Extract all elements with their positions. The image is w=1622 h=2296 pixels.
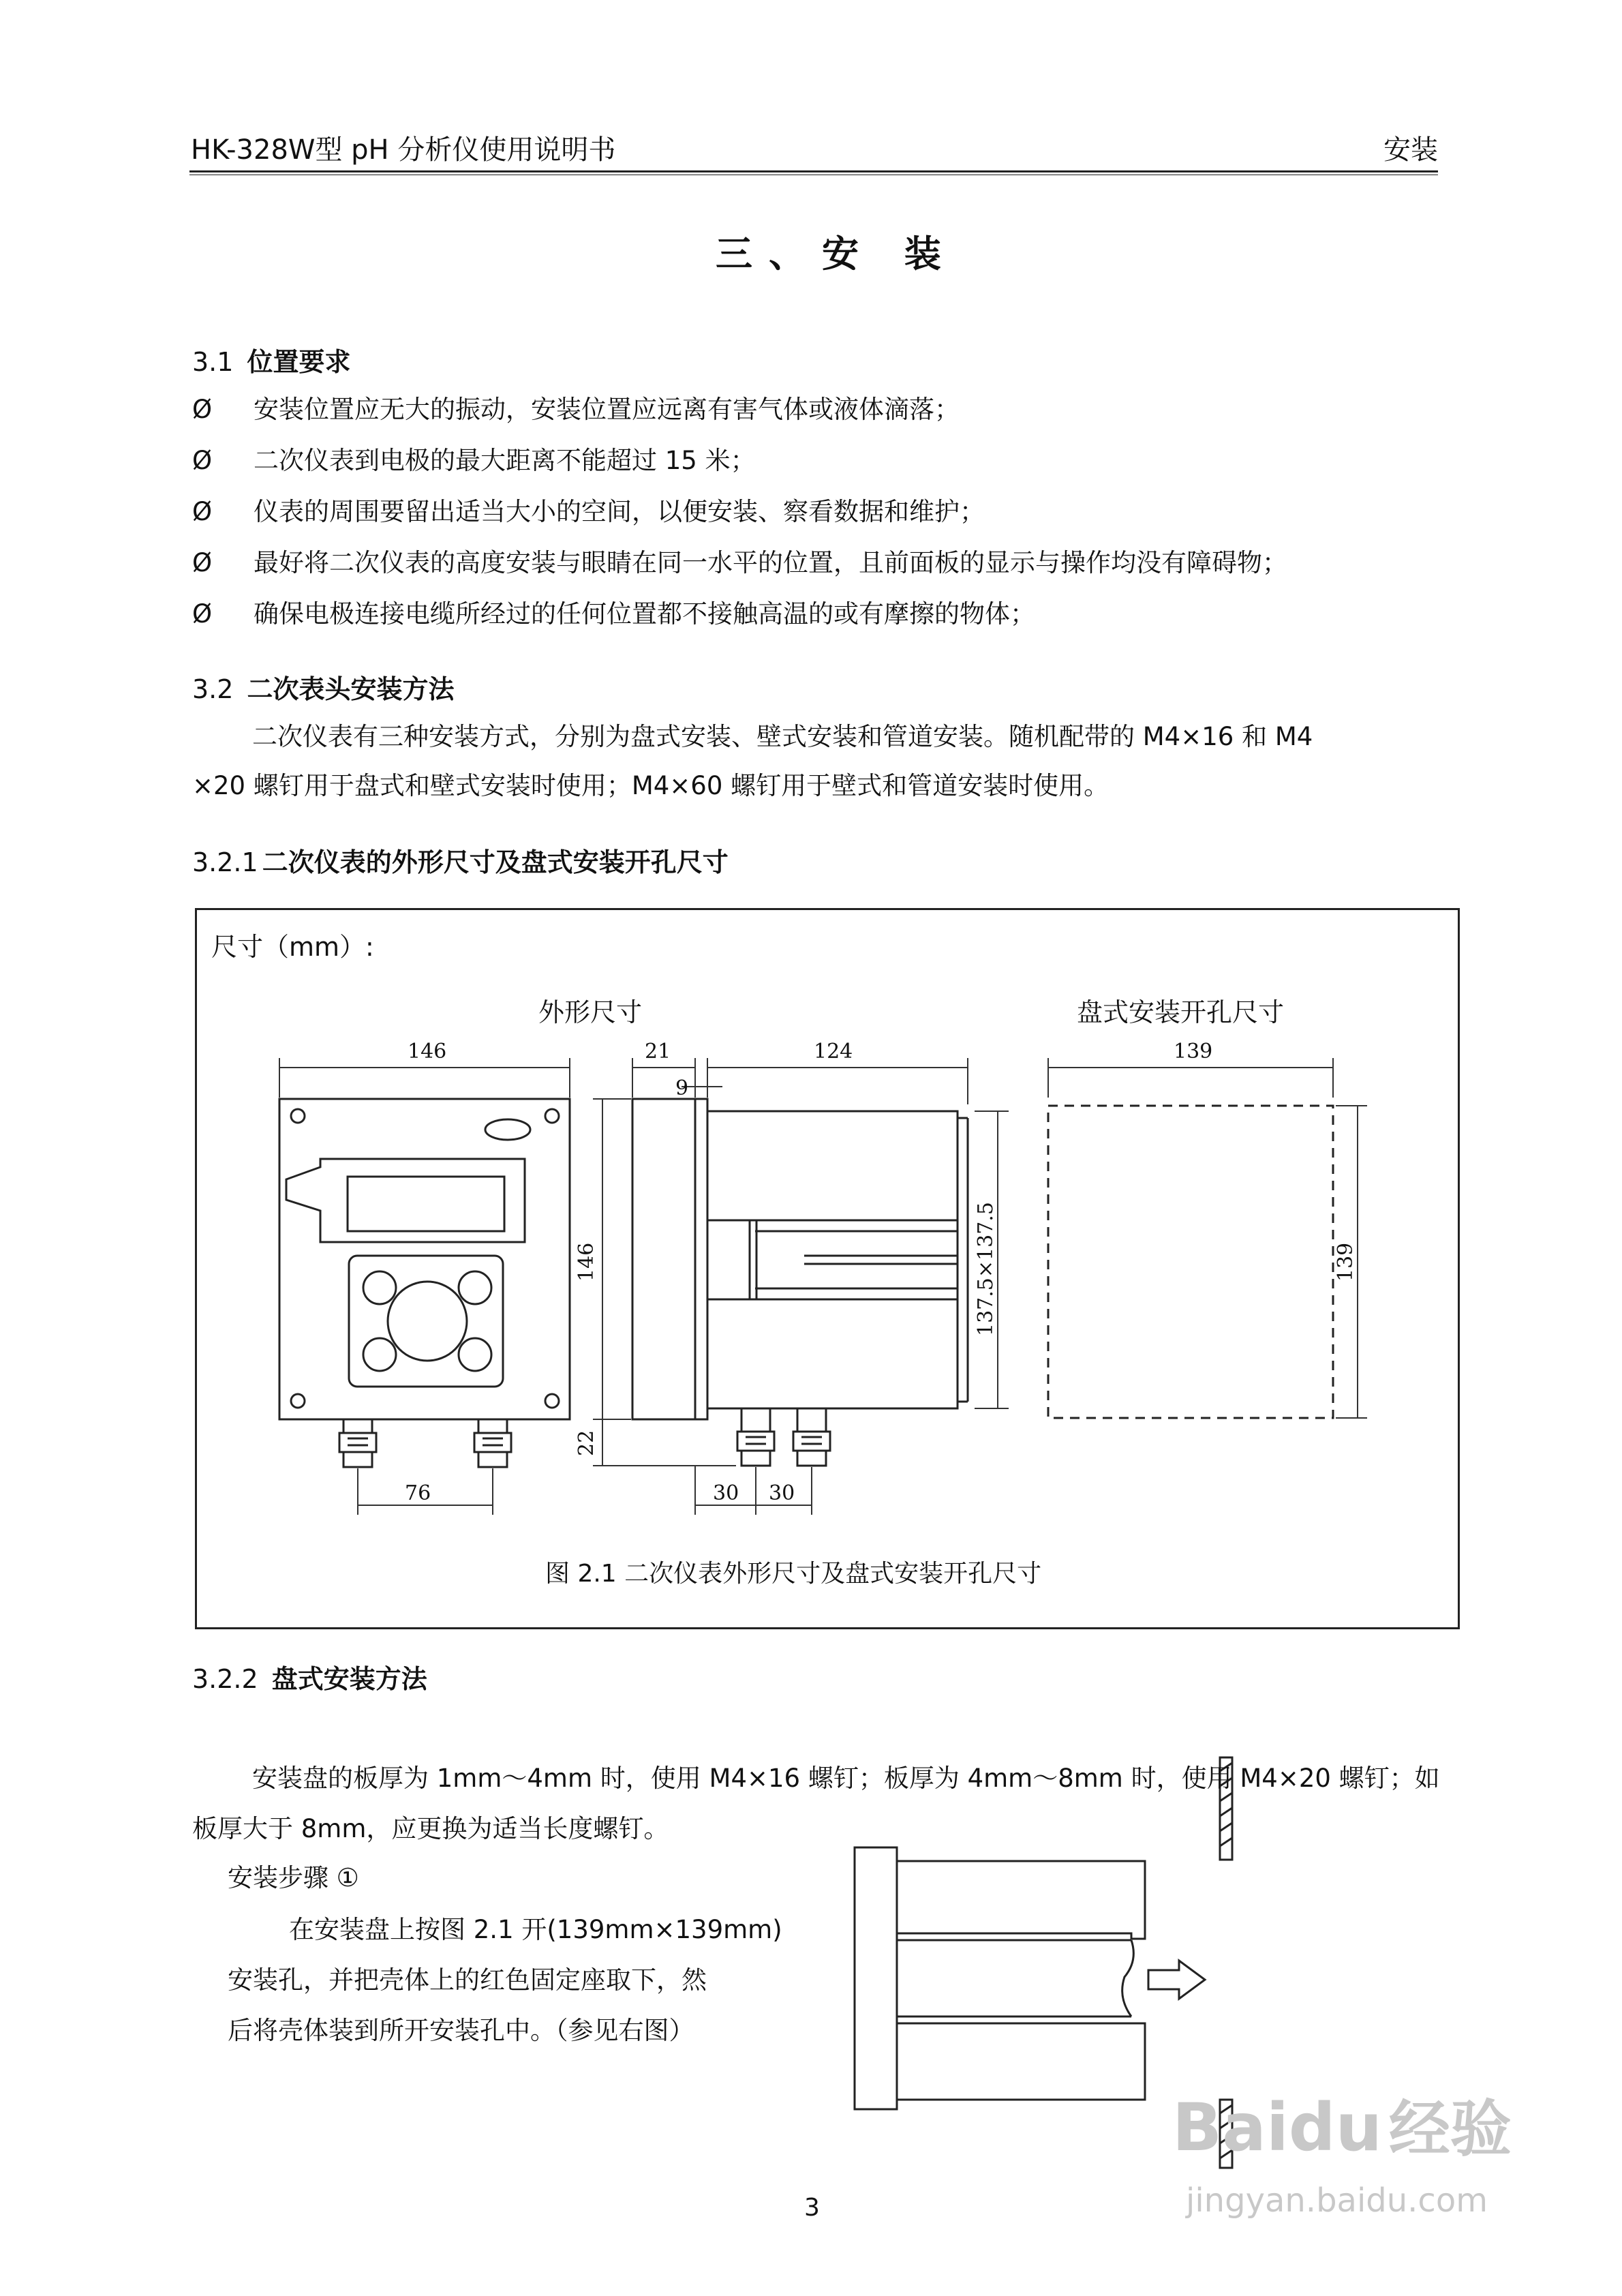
- bullet-icon: Ø: [192, 446, 213, 475]
- paragraph-line: ×20 螺钉用于盘式和壁式安装时使用；M4×60 螺钉用于壁式和管道安装时使用。: [192, 771, 1110, 800]
- bullet-text: 最好将二次仪表的高度安装与眼睛在同一水平的位置，且前面板的显示与操作均没有障碍物；: [254, 548, 1287, 577]
- keypad-frame: [349, 1256, 503, 1387]
- cutout-label: 盘式安装开孔尺寸: [1077, 997, 1285, 1027]
- watermark-brand: Baidu: [1172, 2089, 1382, 2166]
- keypad-key: [459, 1271, 491, 1304]
- side-view-upper-body: [707, 1111, 958, 1220]
- dim-label: 137.5×137.5: [974, 1202, 998, 1336]
- dim-label: 76: [405, 1481, 431, 1505]
- dim-label: 30: [713, 1481, 739, 1505]
- cable-gland: [737, 1408, 774, 1466]
- bullet-text: 仪表的周围要留出适当大小的空间，以便安装、察看数据和维护；: [254, 497, 985, 526]
- cable-gland: [474, 1419, 511, 1467]
- install-step-line: 后将壳体装到所开安装孔中。（参见右图）: [228, 2016, 694, 2045]
- section-title: 位置要求: [247, 347, 351, 377]
- install-step-label: 安装步骤 ①: [228, 1863, 359, 1892]
- paragraph-line: 板厚大于 8mm，应更换为适当长度螺钉。: [192, 1814, 669, 1843]
- side-view-flange: [632, 1099, 695, 1419]
- section-title: 盘式安装方法: [271, 1664, 427, 1694]
- dim-label: 30: [769, 1481, 795, 1505]
- page-number: 3: [804, 2194, 820, 2222]
- panel-cutout: [1048, 1106, 1333, 1418]
- cable-gland: [339, 1419, 376, 1467]
- keypad-key: [363, 1271, 396, 1304]
- direction-arrow-icon: [1148, 1961, 1205, 1999]
- section-3-2-2-heading: [192, 1658, 427, 1695]
- dim-label: 22: [575, 1430, 598, 1456]
- section-number: 3.2.2: [192, 1664, 258, 1694]
- chapter-title: 三、安 装: [716, 232, 958, 275]
- dim-label: 146: [408, 1040, 447, 1063]
- display-housing: [286, 1159, 525, 1242]
- bullet-icon: Ø: [192, 497, 213, 526]
- paragraph-line: 安装盘的板厚为 1mm～4mm 时，使用 M4×16 螺钉；板厚为 4mm～8mm 时，使用 M4×20 螺钉；如: [252, 1764, 1440, 1793]
- keypad-key: [363, 1338, 396, 1371]
- section-number: 3.1: [192, 347, 234, 377]
- side-view-neck: [707, 1220, 750, 1299]
- paragraph-line: 二次仪表有三种安装方式，分别为盘式安装、壁式安装和管道安装。随机配带的 M4×16 和 M4: [252, 722, 1313, 751]
- dim-label: 124: [814, 1040, 853, 1063]
- front-view-body: [279, 1099, 570, 1419]
- watermark-logo: [1172, 2079, 1512, 2168]
- keypad-center-key: [388, 1282, 467, 1361]
- header-section-label: 安装: [1383, 134, 1438, 166]
- bullet-icon: Ø: [192, 548, 213, 577]
- screw-hole: [545, 1109, 559, 1123]
- section-number: 3.2: [192, 674, 234, 704]
- display-window: [348, 1177, 504, 1231]
- watermark-cn: 经验: [1388, 2094, 1512, 2165]
- cable-gland: [793, 1408, 830, 1466]
- dim-label: 9: [675, 1076, 689, 1100]
- dim-label: 139: [1334, 1242, 1358, 1282]
- bullet-icon: Ø: [192, 599, 213, 629]
- dim-label: 21: [645, 1040, 671, 1063]
- screw-hole: [291, 1109, 305, 1123]
- section-title: 二次表头安装方法: [247, 674, 455, 704]
- side-view-gasket: [695, 1099, 707, 1419]
- figure-caption: 图 2.1 二次仪表外形尺寸及盘式安装开孔尺寸: [545, 1560, 1042, 1588]
- keypad-key: [459, 1338, 491, 1371]
- install-step-line: 在安装盘上按图 2.1 开(139mm×139mm): [289, 1915, 782, 1944]
- bullet-icon: Ø: [192, 395, 213, 424]
- watermark-url: jingyan.baidu.com: [1186, 2181, 1488, 2220]
- bullet-text: 安装位置应无大的振动，安装位置应远离有害气体或液体滴落；: [254, 395, 960, 424]
- bullet-text: 二次仪表到电极的最大距离不能超过 15 米；: [254, 446, 756, 475]
- install-step-line: 安装孔，并把壳体上的红色固定座取下，然: [228, 1965, 707, 1995]
- unit-label: 尺寸（mm）:: [211, 932, 374, 962]
- screw-hole: [291, 1394, 305, 1408]
- section-title: 二次仪表的外形尺寸及盘式安装开孔尺寸: [262, 847, 729, 877]
- side-view-lower-body: [707, 1299, 958, 1408]
- dim-label: 139: [1174, 1040, 1213, 1063]
- header-doc-title: HK-328W型 pH 分析仪使用说明书: [191, 134, 616, 166]
- dim-label: 146: [575, 1242, 598, 1282]
- logo-oval: [485, 1119, 530, 1140]
- screw-hole: [545, 1394, 559, 1408]
- bullet-text: 确保电极连接电缆所经过的任何位置都不接触高温的或有摩擦的物体；: [254, 599, 1035, 629]
- outline-label: 外形尺寸: [538, 997, 643, 1027]
- section-number: 3.2.1: [192, 847, 258, 877]
